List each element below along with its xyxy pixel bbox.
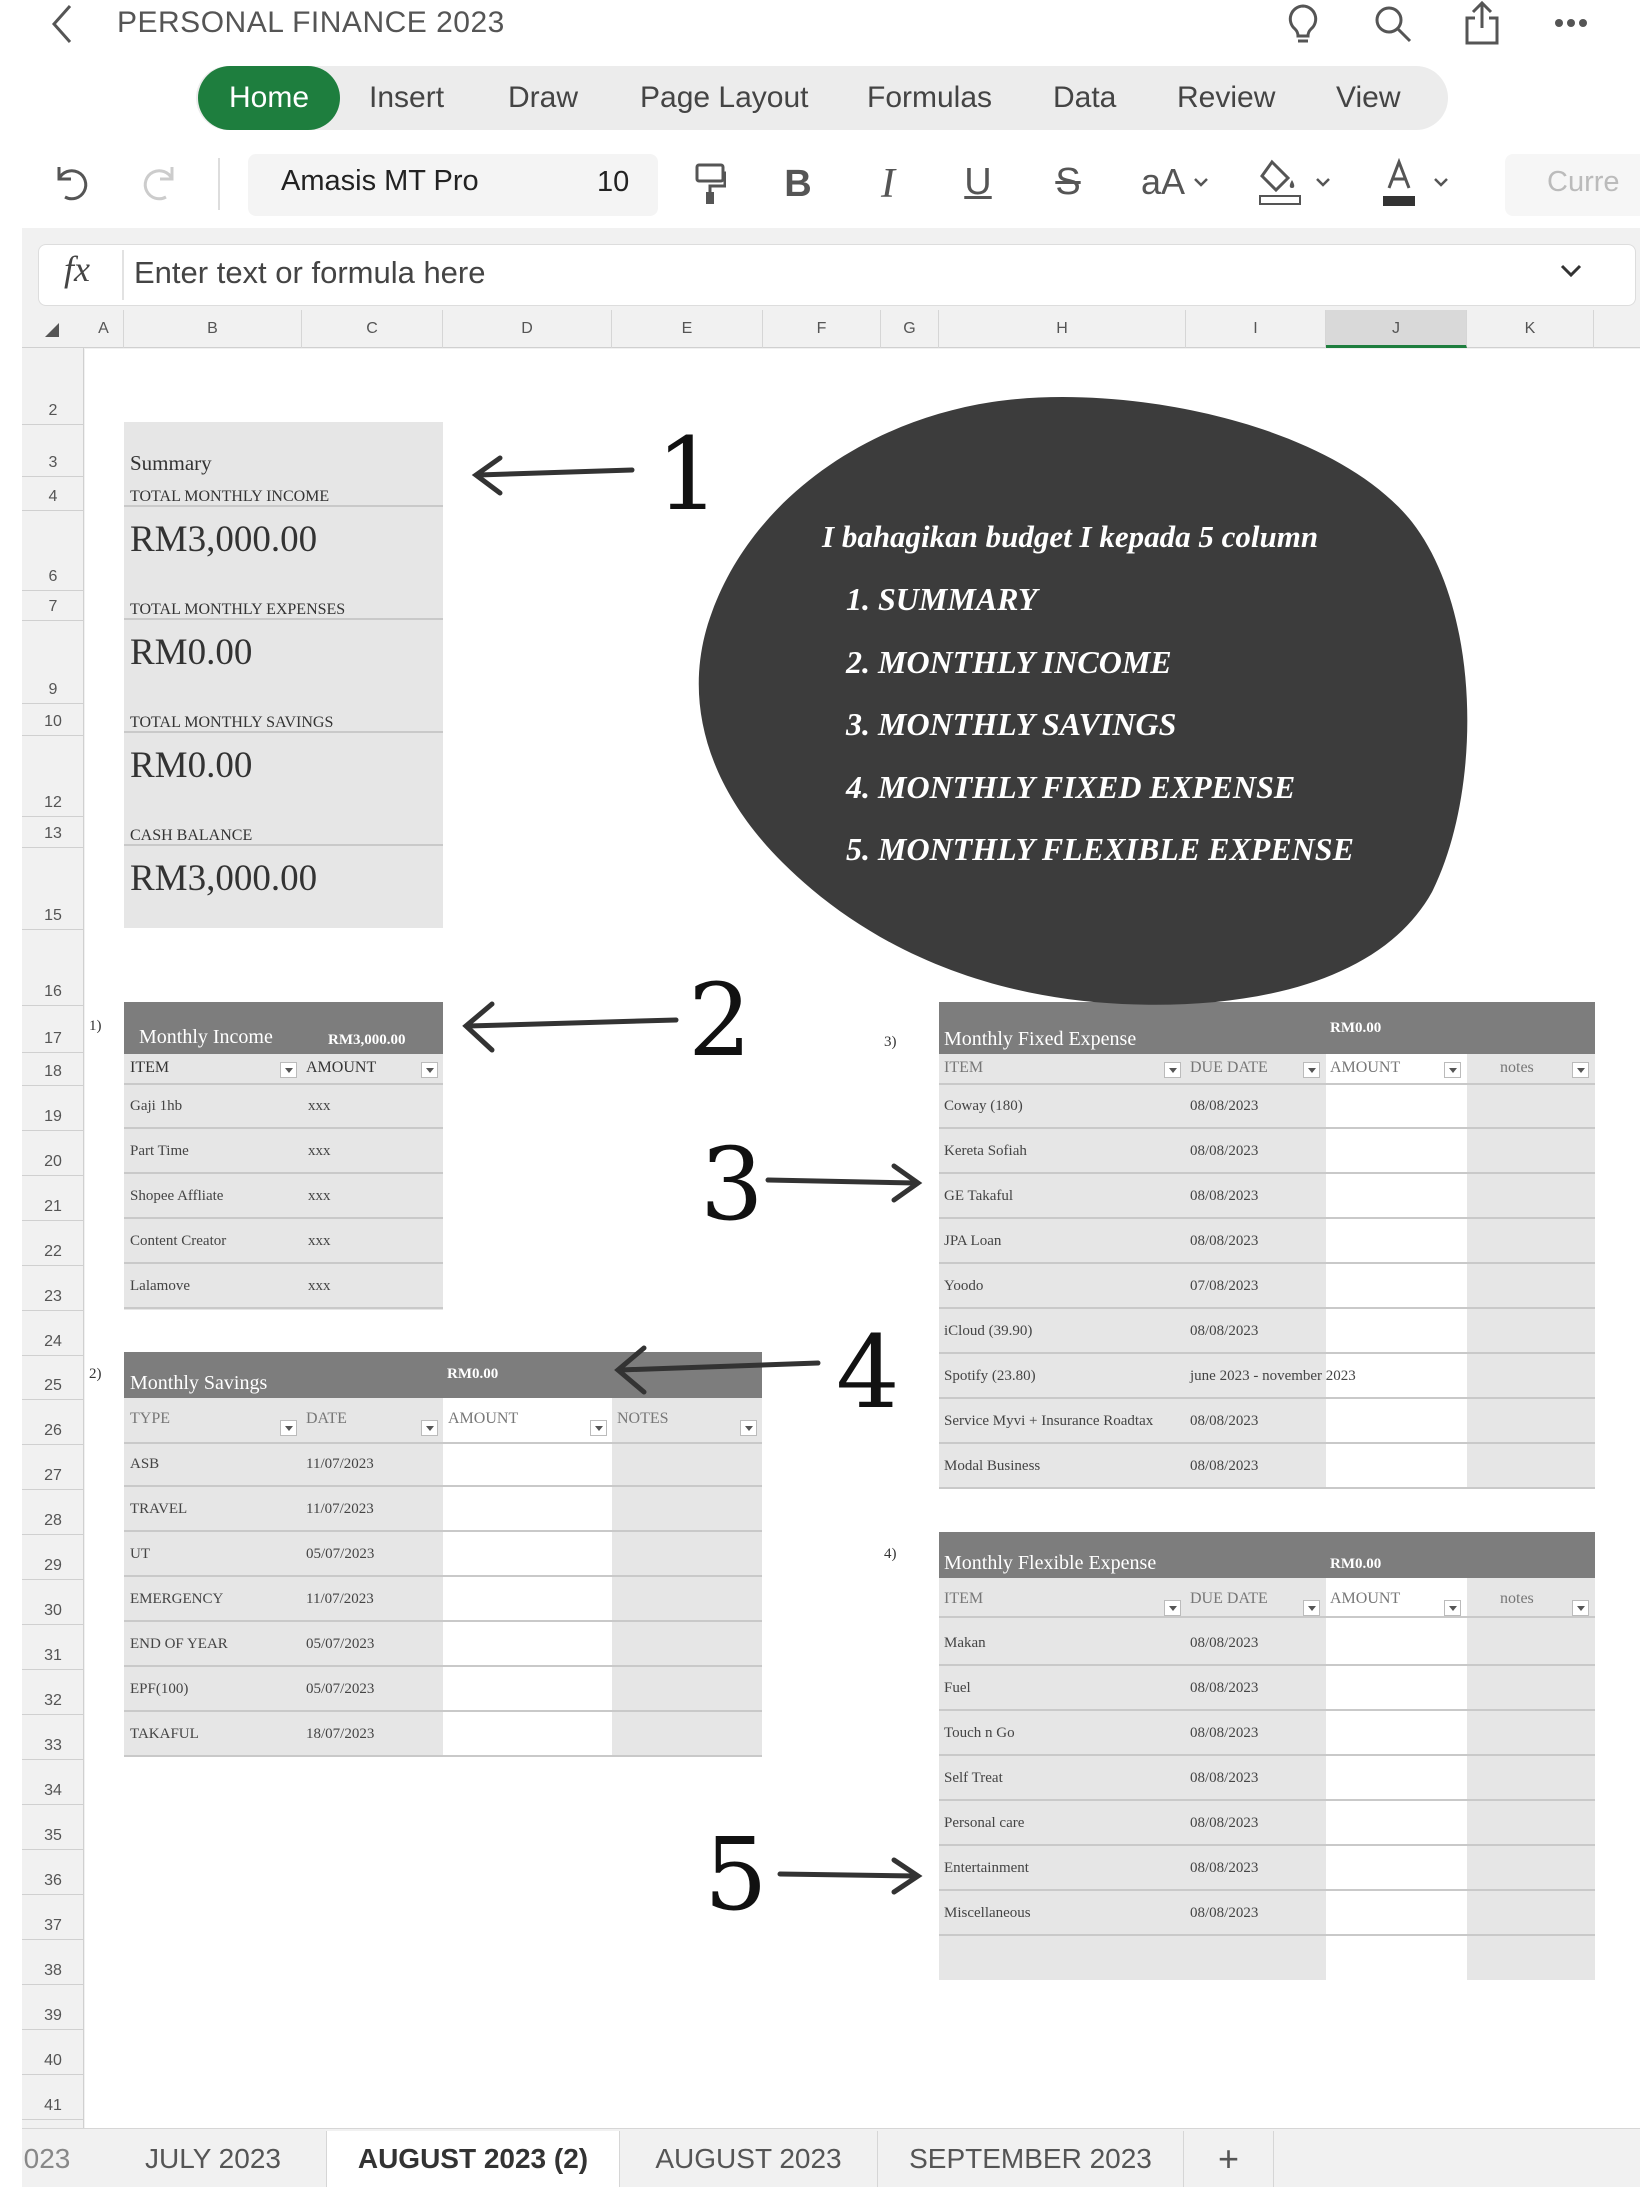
income-header-item: ITEM bbox=[130, 1059, 170, 1076]
section-marker: 3) bbox=[884, 1034, 897, 1050]
income-header-amount: AMOUNT bbox=[306, 1059, 377, 1076]
tab-formulas[interactable]: Formulas bbox=[867, 81, 993, 114]
flexible-header-notes: notes bbox=[1500, 1590, 1534, 1607]
fixed-due-date[interactable]: june 2023 - november 2023 bbox=[1190, 1368, 1356, 1384]
row-header[interactable]: 7 bbox=[48, 598, 58, 615]
row-header[interactable]: 2 bbox=[48, 402, 58, 419]
arrow-4-line bbox=[620, 1363, 818, 1370]
summary-title: Summary bbox=[130, 451, 212, 475]
font-name[interactable]: Amasis MT Pro bbox=[281, 165, 479, 197]
row-header[interactable]: 21 bbox=[44, 1198, 62, 1215]
summary-expenses-value[interactable]: RM0.00 bbox=[130, 632, 253, 673]
section-marker: 2) bbox=[89, 1366, 102, 1382]
savings-type[interactable]: ASB bbox=[130, 1456, 160, 1472]
fixed-due-date[interactable]: 08/08/2023 bbox=[1190, 1323, 1259, 1339]
flexible-item[interactable]: Entertainment bbox=[944, 1860, 1029, 1876]
income-item[interactable]: Lalamove bbox=[130, 1278, 190, 1294]
callout-item-label: MONTHLY SAVINGS bbox=[878, 706, 1177, 742]
fixed-header-notes: notes bbox=[1500, 1059, 1534, 1076]
flexible-item[interactable]: Self Treat bbox=[944, 1770, 1003, 1786]
fixed-title: Monthly Fixed Expense bbox=[944, 1028, 1137, 1050]
row-header[interactable]: 10 bbox=[44, 713, 62, 730]
fixed-total[interactable]: RM0.00 bbox=[1330, 1020, 1382, 1036]
callout-item-number: 5. bbox=[846, 831, 870, 867]
savings-date[interactable]: 05/07/2023 bbox=[306, 1546, 375, 1562]
tab-draw[interactable]: Draw bbox=[508, 81, 579, 114]
row-header[interactable]: 34 bbox=[44, 1782, 62, 1799]
row-header[interactable]: 26 bbox=[44, 1422, 62, 1439]
sheet-tab[interactable]: SEPTEMBER 2023 bbox=[878, 2131, 1184, 2187]
fixed-header-item: ITEM bbox=[944, 1059, 984, 1076]
summary-savings-value[interactable]: RM0.00 bbox=[130, 745, 253, 786]
savings-type[interactable]: TRAVEL bbox=[130, 1501, 188, 1517]
flexible-due-date[interactable]: 08/08/2023 bbox=[1190, 1725, 1259, 1741]
section-marker: 1) bbox=[89, 1018, 102, 1034]
text-size-button[interactable]: aA bbox=[1140, 161, 1186, 202]
row-header[interactable]: 28 bbox=[44, 1512, 62, 1529]
income-item[interactable]: Shopee Affliate bbox=[130, 1188, 224, 1204]
flexible-due-date[interactable]: 08/08/2023 bbox=[1190, 1635, 1259, 1651]
row-header[interactable]: 17 bbox=[44, 1030, 62, 1047]
callout-heading: I bahagikan budget I kepada 5 column bbox=[822, 519, 1319, 554]
income-amount[interactable]: xxx bbox=[308, 1188, 331, 1204]
flexible-item[interactable]: Touch n Go bbox=[944, 1725, 1015, 1741]
row-header[interactable]: 29 bbox=[44, 1557, 62, 1574]
column-header-c[interactable]: C bbox=[302, 310, 443, 348]
savings-type[interactable]: EMERGENCY bbox=[130, 1591, 224, 1607]
summary-income-label: TOTAL MONTHLY INCOME bbox=[130, 488, 330, 505]
savings-type[interactable]: UT bbox=[130, 1546, 150, 1562]
flexible-item[interactable]: Personal care bbox=[944, 1815, 1025, 1831]
column-header-j[interactable]: J bbox=[1326, 310, 1467, 348]
income-item[interactable]: Part Time bbox=[130, 1143, 189, 1159]
fixed-item[interactable]: Spotify (23.80) bbox=[944, 1368, 1036, 1384]
summary-cash-label: CASH BALANCE bbox=[130, 827, 253, 844]
savings-date[interactable]: 05/07/2023 bbox=[306, 1636, 375, 1652]
row-header[interactable]: 36 bbox=[44, 1872, 62, 1889]
sheet-tab[interactable]: 023 bbox=[23, 2143, 71, 2174]
fixed-item[interactable]: GE Takaful bbox=[944, 1188, 1014, 1204]
row-header[interactable]: 24 bbox=[44, 1333, 62, 1350]
flexible-item[interactable]: Fuel bbox=[944, 1680, 971, 1696]
row-header[interactable]: 12 bbox=[44, 794, 62, 811]
column-header-h[interactable]: H bbox=[939, 310, 1186, 348]
callout-item-number: 2. bbox=[846, 643, 870, 680]
income-amount[interactable]: xxx bbox=[308, 1278, 331, 1294]
callout-item-label: MONTHLY FIXED EXPENSE bbox=[878, 768, 1296, 805]
column-header-e[interactable]: E bbox=[612, 310, 763, 348]
fixed-item[interactable]: Yoodo bbox=[944, 1278, 984, 1294]
income-title: Monthly Income bbox=[139, 1026, 273, 1048]
flexible-header-due-date: DUE DATE bbox=[1190, 1590, 1268, 1607]
row-header[interactable]: 37 bbox=[44, 1917, 62, 1934]
arrow-5-line bbox=[780, 1874, 916, 1876]
savings-total[interactable]: RM0.00 bbox=[447, 1366, 499, 1382]
annotation-number-2: 2 bbox=[688, 962, 752, 1079]
row-header[interactable]: 32 bbox=[44, 1692, 62, 1709]
savings-title: Monthly Savings bbox=[130, 1372, 268, 1394]
arrow-3-line bbox=[768, 1180, 916, 1183]
savings-date[interactable]: 11/07/2023 bbox=[306, 1456, 374, 1472]
row-header[interactable]: 15 bbox=[44, 907, 62, 924]
tab-insert[interactable]: Insert bbox=[369, 81, 445, 114]
column-header-g[interactable]: G bbox=[881, 310, 939, 348]
workbook-title: PERSONAL FINANCE 2023 bbox=[117, 6, 505, 39]
fixed-due-date[interactable]: 08/08/2023 bbox=[1190, 1458, 1259, 1474]
fixed-item[interactable]: Service Myvi + Insurance Roadtax bbox=[944, 1413, 1154, 1429]
summary-income-value[interactable]: RM3,000.00 bbox=[130, 519, 318, 560]
savings-date[interactable]: 05/07/2023 bbox=[306, 1681, 375, 1697]
arrow-2-line bbox=[468, 1020, 676, 1026]
fixed-due-date[interactable]: 08/08/2023 bbox=[1190, 1098, 1259, 1114]
row-header[interactable]: 9 bbox=[48, 681, 58, 698]
formula-input[interactable]: Enter text or formula here bbox=[134, 255, 486, 290]
fixed-item[interactable]: JPA Loan bbox=[944, 1233, 1002, 1249]
column-header-f[interactable]: F bbox=[763, 310, 881, 348]
flexible-title: Monthly Flexible Expense bbox=[944, 1552, 1157, 1574]
savings-header-date: DATE bbox=[306, 1410, 347, 1427]
flexible-due-date[interactable]: 08/08/2023 bbox=[1190, 1770, 1259, 1786]
callout-item-number: 3. bbox=[846, 706, 870, 742]
income-total[interactable]: RM3,000.00 bbox=[328, 1032, 406, 1048]
flexible-item[interactable]: Miscellaneous bbox=[944, 1905, 1031, 1921]
summary-expenses-label: TOTAL MONTHLY EXPENSES bbox=[130, 601, 346, 618]
income-item[interactable]: Content Creator bbox=[130, 1233, 227, 1249]
row-header[interactable]: 27 bbox=[44, 1467, 62, 1484]
income-amount[interactable]: xxx bbox=[308, 1233, 331, 1249]
savings-header-notes: NOTES bbox=[617, 1410, 669, 1427]
flexible-due-date[interactable]: 08/08/2023 bbox=[1190, 1815, 1259, 1831]
row-header[interactable]: 39 bbox=[44, 2007, 62, 2024]
savings-date[interactable]: 11/07/2023 bbox=[306, 1501, 374, 1517]
column-header-a[interactable]: A bbox=[84, 310, 124, 348]
flexible-header-amount: AMOUNT bbox=[1330, 1590, 1401, 1607]
number-format-label: Curre bbox=[1547, 166, 1620, 198]
callout-item-number: 1. bbox=[846, 581, 870, 617]
callout-item-label: MONTHLY FLEXIBLE EXPENSE bbox=[878, 831, 1354, 867]
row-header[interactable]: 40 bbox=[44, 2052, 62, 2069]
fixed-item[interactable]: Modal Business bbox=[944, 1458, 1041, 1474]
flexible-due-date[interactable]: 08/08/2023 bbox=[1190, 1905, 1259, 1921]
savings-type[interactable]: EPF(100) bbox=[130, 1681, 189, 1697]
flexible-header-item: ITEM bbox=[944, 1590, 984, 1607]
row-header[interactable]: 23 bbox=[44, 1288, 62, 1305]
income-amount[interactable]: xxx bbox=[308, 1143, 331, 1159]
tab-data[interactable]: Data bbox=[1053, 81, 1117, 114]
income-item[interactable]: Gaji 1hb bbox=[130, 1098, 183, 1114]
flexible-item[interactable]: Makan bbox=[944, 1635, 986, 1651]
row-header[interactable]: 30 bbox=[44, 1602, 62, 1619]
tab-page-layout[interactable]: Page Layout bbox=[640, 81, 809, 114]
add-sheet-button[interactable]: + bbox=[1184, 2131, 1274, 2187]
annotation-number-5: 5 bbox=[704, 1816, 768, 1933]
tab-review[interactable]: Review bbox=[1177, 81, 1276, 114]
row-header[interactable]: 4 bbox=[48, 488, 58, 505]
row-header[interactable]: 3 bbox=[48, 454, 58, 471]
sheet-tab[interactable]: JULY 2023 bbox=[145, 2143, 281, 2174]
fixed-due-date[interactable]: 08/08/2023 bbox=[1190, 1233, 1259, 1249]
row-header[interactable]: 31 bbox=[44, 1647, 62, 1664]
row-header[interactable]: 33 bbox=[44, 1737, 62, 1754]
row-header[interactable]: 38 bbox=[44, 1962, 62, 1979]
fixed-item[interactable]: Kereta Sofiah bbox=[944, 1143, 1027, 1159]
fixed-header-amount: AMOUNT bbox=[1330, 1059, 1401, 1076]
column-header-i[interactable]: I bbox=[1186, 310, 1326, 348]
savings-header-amount: AMOUNT bbox=[448, 1410, 519, 1427]
row-header[interactable]: 25 bbox=[44, 1377, 62, 1394]
row-header[interactable]: 18 bbox=[44, 1063, 62, 1080]
column-header-d[interactable]: D bbox=[443, 310, 612, 348]
fixed-header-due-date: DUE DATE bbox=[1190, 1059, 1268, 1076]
row-header[interactable]: 41 bbox=[44, 2097, 62, 2114]
savings-date[interactable]: 18/07/2023 bbox=[306, 1726, 375, 1742]
fixed-due-date[interactable]: 08/08/2023 bbox=[1190, 1413, 1259, 1429]
callout-item-label: SUMMARY bbox=[878, 581, 1038, 617]
row-header[interactable]: 16 bbox=[44, 983, 62, 1000]
fixed-item[interactable]: Coway (180) bbox=[944, 1098, 1023, 1114]
row-header[interactable]: 13 bbox=[44, 825, 62, 842]
flexible-due-date[interactable]: 08/08/2023 bbox=[1190, 1680, 1259, 1696]
italic-button[interactable]: I bbox=[881, 161, 895, 207]
sheet-tab-active[interactable]: AUGUST 2023 (2) bbox=[326, 2131, 620, 2187]
row-header[interactable]: 22 bbox=[44, 1243, 62, 1260]
underline-button[interactable]: U bbox=[964, 160, 992, 203]
fixed-due-date[interactable]: 08/08/2023 bbox=[1190, 1143, 1259, 1159]
arrow-1-line bbox=[478, 470, 632, 475]
savings-type[interactable]: TAKAFUL bbox=[130, 1726, 199, 1742]
font-size[interactable]: 10 bbox=[597, 166, 630, 198]
callout-item-number: 4. bbox=[846, 768, 870, 805]
annotation-number-1: 1 bbox=[656, 416, 720, 533]
flexible-total[interactable]: RM0.00 bbox=[1330, 1556, 1382, 1572]
tab-view[interactable]: View bbox=[1336, 81, 1401, 114]
column-header-k[interactable]: K bbox=[1467, 310, 1594, 348]
fx-icon[interactable]: fx bbox=[64, 249, 90, 289]
row-header[interactable]: 19 bbox=[44, 1108, 62, 1125]
summary-cash-value[interactable]: RM3,000.00 bbox=[130, 858, 318, 899]
sheet-tab[interactable]: AUGUST 2023 bbox=[620, 2131, 878, 2187]
income-amount[interactable]: xxx bbox=[308, 1098, 331, 1114]
savings-type[interactable]: END OF YEAR bbox=[130, 1636, 228, 1652]
callout-item-label: MONTHLY INCOME bbox=[878, 643, 1172, 680]
row-header[interactable]: 35 bbox=[44, 1827, 62, 1844]
row-header[interactable]: 6 bbox=[48, 568, 58, 585]
summary-savings-label: TOTAL MONTHLY SAVINGS bbox=[130, 714, 334, 731]
tab-home[interactable]: Home bbox=[198, 66, 340, 130]
bold-button[interactable]: B bbox=[784, 162, 812, 205]
savings-header-type: TYPE bbox=[130, 1410, 170, 1427]
section-marker: 4) bbox=[884, 1546, 897, 1562]
annotation-number-4: 4 bbox=[836, 1314, 900, 1431]
annotation-number-3: 3 bbox=[700, 1126, 764, 1243]
column-header-b[interactable]: B bbox=[124, 310, 302, 348]
strikethrough-button[interactable]: S bbox=[1055, 160, 1081, 203]
row-header[interactable]: 20 bbox=[44, 1153, 62, 1170]
fixed-due-date[interactable]: 07/08/2023 bbox=[1190, 1278, 1259, 1294]
fixed-due-date[interactable]: 08/08/2023 bbox=[1190, 1188, 1259, 1204]
flexible-due-date[interactable]: 08/08/2023 bbox=[1190, 1860, 1259, 1876]
fixed-item[interactable]: iCloud (39.90) bbox=[944, 1323, 1033, 1339]
savings-date[interactable]: 11/07/2023 bbox=[306, 1591, 374, 1607]
